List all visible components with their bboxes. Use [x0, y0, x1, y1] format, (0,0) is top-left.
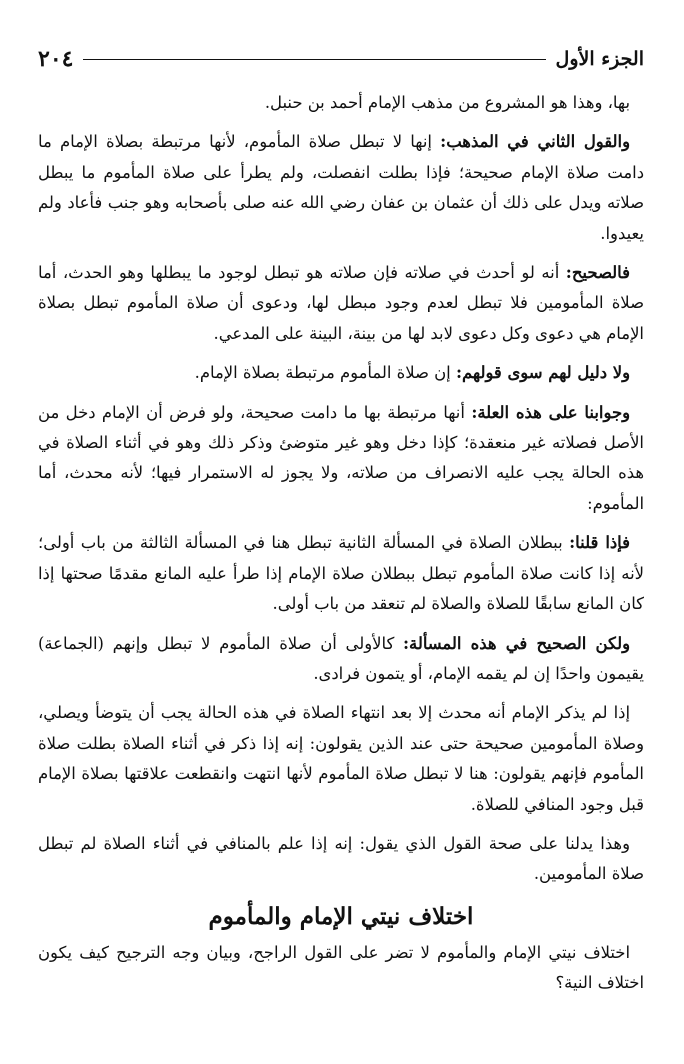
page-body: [38, 88, 644, 1008]
paragraph-lead: فإذا قلنا:: [569, 533, 631, 553]
page-header: [38, 44, 644, 74]
paragraph-text: كالأولى أن صلاة المأموم لا تبطل وإنهم (الجماعة) يقيمون واحدًا إن لم يقمه الإمام، أو يتمون فرادى.: [38, 633, 644, 683]
paragraph-6: [38, 528, 644, 619]
paragraph-text: بها، وهذا هو المشروع من مذهب الإمام أحمد بن حنبل.: [264, 93, 630, 112]
volume-label: الجزء الأول: [555, 48, 644, 70]
paragraph-lead: والقول الثاني في المذهب:: [440, 132, 631, 152]
paragraph-5: [38, 398, 644, 520]
paragraph-lead: ولا دليل لهم سوى قولهم:: [455, 363, 630, 383]
paragraph-text: أنه لو أحدث في صلاته فإن صلاته هو تبطل لوجود ما يبطلها وهو الحدث، أما صلاة المأمومين فلا تبطل لعدم وجود مبطل لها، ودعوى أن صلاة المأموم تبطل بصلاة الإمام هي دعوى وكل دعوى لابد لها من بينة، البينة على المدعي.: [38, 263, 644, 343]
section-paragraph: اختلاف نيتي الإمام والمأموم لا تضر على القول الراجح، وبيان وجه الترجيح كيف يكون اختلاف النية؟: [38, 942, 644, 993]
paragraph-4: [38, 358, 644, 388]
paragraph-1: [38, 88, 644, 118]
paragraph-text: أنها مرتبطة بها ما دامت صحيحة، ولو فرض أن الإمام دخل من الأصل فصلاته غير منعقدة؛ كإذا دخل وهو غير متوضئ وذكر ذلك وهو في أثناء الصلاة في هذه الحالة يجب عليه الانصراف من صلاته، ولا يجوز له الاستمرار فيها؛ لأنه محدث، أما المأموم:: [38, 402, 644, 513]
paragraph-text: إذا لم يذكر الإمام أنه محدث إلا بعد انتهاء الصلاة في هذه الحالة يجب أن يتوضأ ويصلي، وصلاة المأمومين صحيحة حتى عند الذين يقولون: إنه إذا ذكر في أثناء الصلاة بطلت صلاة المأموم فإنهم يقولون: هنا لا تبطل صلاة المأموم لأنها انتهت وانقطعت علاقتها بصلاة الإمام قبل وجود المنافي للصلاة.: [38, 703, 644, 814]
paragraph-lead: وجوابنا على هذه العلة:: [471, 402, 630, 422]
paragraph-3: [38, 258, 644, 349]
paragraph-8: [38, 698, 644, 820]
header-rule: [83, 59, 545, 60]
paragraph-text: إن صلاة المأموم مرتبطة بصلاة الإمام.: [194, 363, 456, 383]
paragraph-2: [38, 127, 644, 249]
section-heading: اختلاف نيتي الإمام والمأموم: [208, 902, 474, 930]
paragraph-text: وهذا يدلنا على صحة القول الذي يقول: إنه إذا علم بالمنافي في أثناء الصلاة لم تبطل صلاة المأمومين.: [38, 833, 644, 884]
paragraph-9: [38, 829, 644, 890]
paragraph-text: ببطلان الصلاة في المسألة الثانية تبطل هنا في المسألة الثالثة من باب أولى؛ لأنه إذا كانت صلاة المأموم تبطل ببطلان صلاة الإمام إذا طرأ عليه المانع مقدمًا صحتها إذا كان المانع سابقًا للصلاة والصلاة لم تنعقد من باب أولى.: [38, 533, 644, 614]
paragraph-lead: فالصحيح:: [565, 263, 630, 283]
paragraph-lead: ولكن الصحيح في هذه المسألة:: [402, 633, 630, 653]
paragraph-7: [38, 629, 644, 690]
page-number: ٢٠٤: [38, 46, 74, 72]
paragraph-text: إنها لا تبطل صلاة المأموم، لأنها مرتبطة بصلاة الإمام ما دامت صلاة الإمام صحيحة؛ فإذا بطلت انفصلت، ولم يطرأ على صلاة المأموم ما يبطل صلاته ويدل على ذلك أن عثمان بن عفان رضي الله عنه صلى بأصحابه وهو جنب فأعاد ولم يعيدوا.: [38, 132, 644, 243]
